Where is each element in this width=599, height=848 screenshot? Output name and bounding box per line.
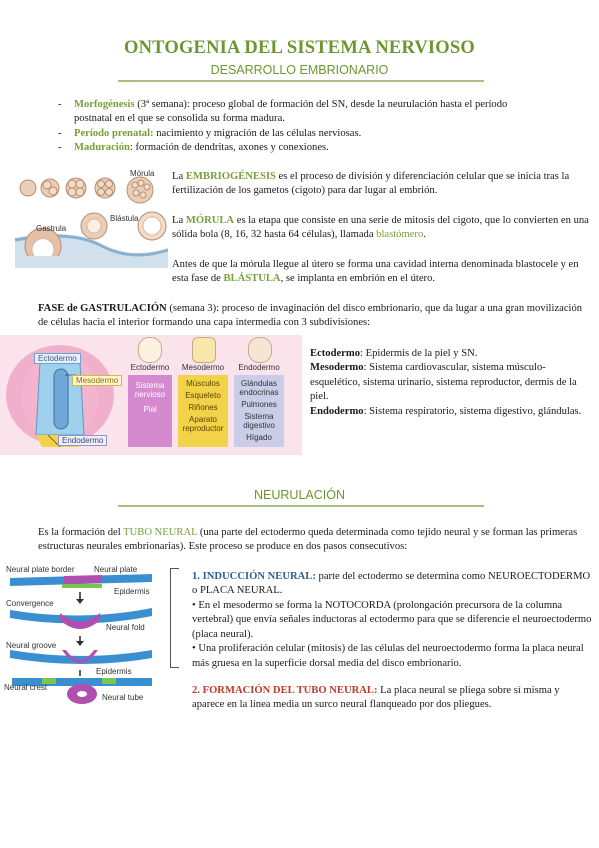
- germ-column-item: Músculos: [186, 379, 220, 388]
- germ-column-endodermo: [234, 335, 284, 447]
- page-subtitle: DESARROLLO EMBRIONARIO: [210, 63, 389, 77]
- gastrula-label: Gastrula: [36, 224, 67, 233]
- gastrulacion-paragraph: FASE de GASTRULACIÓN (semana 3): proceso de invaginación del disco embrionario, que da lugar a una gran movilización de células hacia el interior formando una capa intermedia con 3 subdivisiones:: [38, 303, 583, 329]
- neural-crest-label: Neural crest: [4, 683, 48, 692]
- germ-column-item: Sistema nervioso: [134, 381, 166, 399]
- step1-paragraph: 1. INDUCCIÓN NEURAL: parte del ectodermo se determina como NEUROECTODERMO o PLACA NEURAL.: [192, 571, 591, 597]
- epidermis-label: Epidermis: [114, 587, 150, 596]
- germ-column-item: Pulmones: [241, 400, 277, 409]
- layer-description: Mesodermo: Sistema cardiovascular, sistema músculo-esquelético, sistema urinario, sistema reproductor, dermis de la piel.: [310, 362, 577, 403]
- embriogenesis-paragraph: La EMBRIOGÉNESIS es el proceso de división y diferenciación celular que se inicia tras la fertilización de los gametos (cigoto) para dar lugar al embrión.: [172, 171, 570, 197]
- bullet-item: • Una proliferación celular (mitosis) de las células del neuroectodermo forma la placa neural más gruesa en la superficie dorsal media del disco embrionario.: [192, 643, 584, 669]
- germ-layers-figure: [0, 335, 302, 455]
- morula-label: Mórula: [130, 169, 155, 178]
- muscle-icon: [192, 337, 216, 363]
- germ-column-header: Endodermo: [238, 363, 280, 372]
- neural-tube-figure: [2, 566, 162, 706]
- brain-icon: [138, 337, 162, 363]
- definition-item: - Período prenatal: nacimiento y migración de las células nerviosas.: [58, 127, 528, 141]
- germ-column-item: Sistema digestivo: [243, 412, 275, 430]
- bullet-item: • En el mesodermo se forma la NOTOCORDA (prolongación precursora de la columna vertebral) que envía señales inductoras al ectodermo para que se diferencie el neuroectodermo (placa neural).: [192, 600, 592, 640]
- neurulation-illustration: [2, 566, 162, 706]
- layer-description: Endodermo: Sistema respiratorio, sistema digestivo, glándulas.: [310, 405, 582, 417]
- lungs-icon: [248, 337, 272, 363]
- page-title: ONTOGENIA DEL SISTEMA NERVIOSO: [124, 38, 475, 58]
- germ-column-item: Aparato reproductor: [182, 415, 224, 433]
- embryo-development-figure: [10, 168, 170, 270]
- germ-layers-descriptions: [310, 347, 590, 419]
- mesodermo-label: Mesodermo: [72, 375, 122, 386]
- germ-column-item: Hígado: [246, 433, 272, 442]
- ectodermo-label: Ectodermo: [34, 353, 81, 364]
- germ-column-item: Glándulas endocrinas: [239, 379, 279, 397]
- morula-paragraph: La MÓRULA es la etapa que consiste en una serie de mitosis del cigoto, que lo convierten en una sólida bola (8, 16, 32 hasta 64 células), llamada blastómero.: [172, 215, 589, 241]
- header-divider: [118, 80, 484, 82]
- germ-column-body: [128, 375, 172, 447]
- germ-column-body: [234, 375, 284, 447]
- definition-item: - Morfogénesis (3ª semana): proceso global de formación del SN, desde la neurulación hasta el período postnatal en el que se consolida su forma madura.: [58, 98, 528, 127]
- germ-column-header: Mesodermo: [181, 363, 225, 372]
- epidermis-label-2: Epidermis: [96, 667, 132, 676]
- bracket-divider: [170, 568, 179, 668]
- neural-plate-border-label: Neural plate border: [6, 566, 75, 574]
- layer-description: Ectodermo: Epidermis de la piel y SN.: [310, 348, 478, 359]
- step2-paragraph: 2. FORMACIÓN DEL TUBO NEURAL: La placa neural se pliega sobre sí misma y aparece en la línea media un surco neural flanqueado por dos pliegues.: [192, 685, 560, 711]
- endodermo-label: Endodermo: [58, 435, 107, 446]
- neurulacion-intro: Es la formación del TUBO NEURAL (una parte del ectodermo queda determinada como tejido neural y se forman las primeras estructuras neurales embrionarias). Este proceso se produce en dos pasos consecutivos:: [38, 527, 578, 553]
- blastula-label: Blástula: [110, 214, 139, 223]
- germ-column-item: Piel: [143, 405, 157, 414]
- embryo-illustration: [10, 168, 170, 270]
- blastula-paragraph: Antes de que la mórula llegue al útero se forma una cavidad interna denominada blastocele y en esta fase de BLÁSTULA, se implanta en embrión en el útero.: [172, 259, 579, 285]
- neural-tube-label: Neural tube: [102, 693, 144, 702]
- neurulacion-heading: NEURULACIÓN: [254, 488, 345, 502]
- germ-column-item: Esqueleto: [185, 391, 221, 400]
- germ-column-ectodermo: [128, 335, 172, 447]
- germ-column-header: Ectodermo: [130, 363, 170, 372]
- definitions-list: [58, 98, 528, 156]
- germ-column-mesodermo: [178, 335, 228, 447]
- convergence-label: Convergence: [6, 599, 54, 608]
- neurulacion-divider: [118, 505, 484, 507]
- neural-fold-label: Neural fold: [106, 623, 145, 632]
- germ-column-body: [178, 375, 228, 447]
- neural-plate-label: Neural plate: [94, 566, 138, 574]
- germ-column-item: Riñones: [188, 403, 218, 412]
- neural-groove-label: Neural groove: [6, 641, 57, 650]
- definition-item: - Maduración: formación de dendritas, axones y conexiones.: [58, 141, 528, 155]
- step1-bullets: [192, 599, 592, 671]
